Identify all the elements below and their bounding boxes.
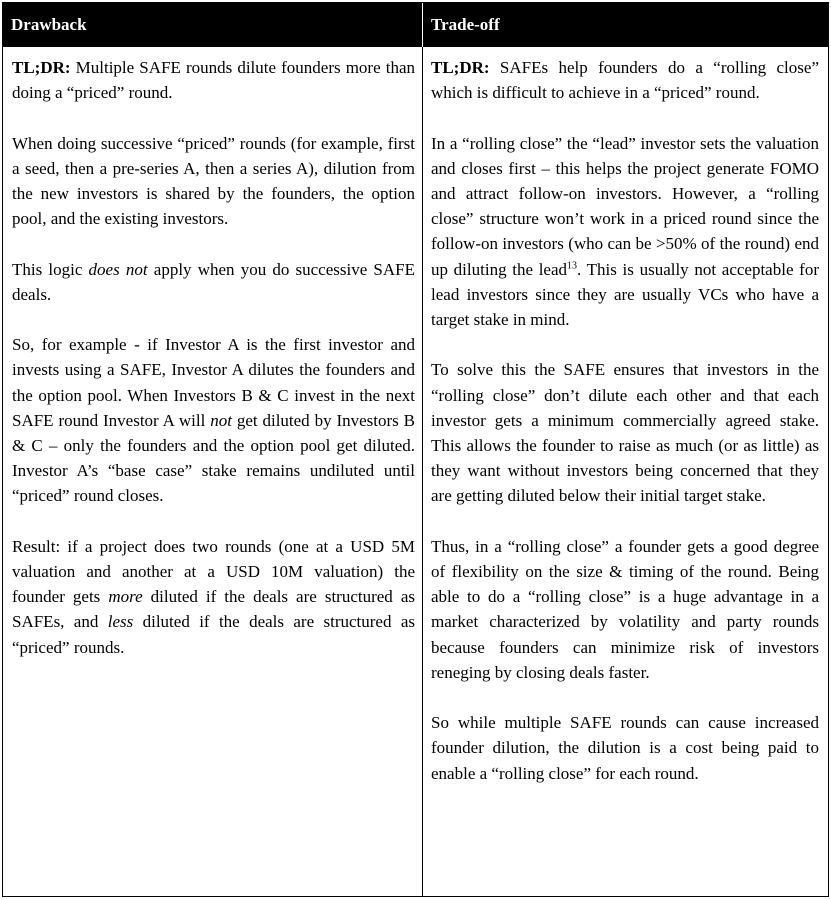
text-run: diluted if the deals are structured as “priced” rounds. [12,612,416,657]
tradeoff-paragraph-2: To solve this the SAFE ensures that investors in the “rolling close” don’t dilute each other and that each investor gets a minimum commercially agreed stake. This allows the founder to raise as much (or as little) as they want without investors being concerned that they are getting diluted below their initial target stake. [431,360,819,506]
drawback-tldr-label: TL;DR: [12,58,71,77]
drawback-tldr [12,55,415,105]
drawback-paragraph-2 [12,257,415,307]
text-run: get diluted by Investors B & C – only the founders and the option pool get diluted. Investor A’s “base case” stake remains undiluted until “priced” round closes. [12,410,415,506]
text-run: In a “rolling close” the “lead” investor sets the valuation and closes first – this helps the project generate FOMO and attract follow-on investors. However, a “rolling close” structure won’t work in a priced round since the follow-on investors (who can be >50% of the round) end up diluting the lead [431,133,819,279]
drawback-tldr-text: Multiple SAFE rounds dilute founders more than doing a “priced” round. [12,58,415,103]
column-divider [422,3,423,896]
text-run: . This is usually not acceptable for lead investors since they are usually VCs who have a target stake in mind. [431,259,819,330]
emphasis: does not [88,259,148,279]
comparison-table [2,2,829,897]
footnote-ref[interactable]: 13 [567,259,578,271]
drawback-paragraph-4 [12,534,415,660]
drawback-paragraph-3 [12,332,415,508]
text-run: So, for example - if Investor A is the first investor and invests using a SAFE, Investor A dilutes the founders and the option pool. When Investors B & C invest in the next SAFE round Investor A will [12,335,415,430]
text-run: This logic [12,259,89,279]
table-header [3,3,828,47]
header-column-divider [422,3,423,47]
drawback-column [12,55,415,685]
text-run: apply when you do successive SAFE deals. [12,259,416,304]
header-tradeoff: Trade-off [431,15,500,34]
text-run: diluted if the deals are structured as SAFEs, and [12,587,415,632]
emphasis: not [210,410,232,430]
tradeoff-paragraph-1 [431,131,819,333]
tradeoff-tldr-label: TL;DR: [431,58,490,77]
drawback-paragraph-1: When doing successive “priced” rounds (for example, first a seed, then a pre-series A, then a series A), dilution from the new investors is shared by the founders, the option pool, and the existing investors. [12,133,415,229]
emphasis: more [108,587,143,607]
text-run: Result: if a project does two rounds (one at a USD 5M valuation and another at a USD 10M valuation) the founder gets [12,536,415,607]
emphasis: less [107,612,134,632]
tradeoff-paragraph-4: So while multiple SAFE rounds can cause increased founder dilution, the dilution is a cost being paid to enable a “rolling close” for each round. [431,713,819,783]
tradeoff-tldr [431,55,819,105]
tradeoff-tldr-text: SAFEs help founders do a “rolling close” which is difficult to achieve in a “priced” round. [431,58,819,103]
header-drawback: Drawback [11,15,87,34]
tradeoff-paragraph-3: Thus, in a “rolling close” a founder gets a good degree of flexibility on the size & timing of the round. Being able to do a “rolling close” is a huge advantage in a market characterized by volatility and party rounds because founders can minimize risk of investors reneging by closing deals faster. [431,536,819,682]
tradeoff-column [431,55,819,811]
